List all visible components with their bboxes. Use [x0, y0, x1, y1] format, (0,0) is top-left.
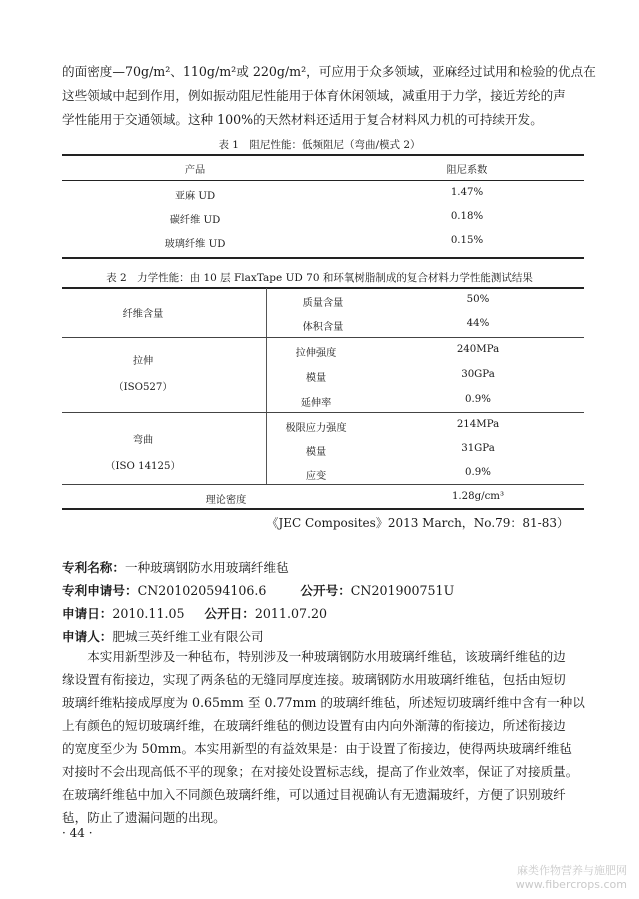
- table2-item: 拉伸强度: [295, 348, 337, 359]
- patent-applicant-line: [62, 626, 264, 645]
- table1-header-product: 产品: [184, 165, 206, 176]
- intro-line: 这些领域中起到作用，例如振动阻尼性能用于体育休闲领域，减重用于力学，接近芳纶的声: [62, 88, 566, 103]
- table2-group-standard: （ISO527）: [113, 382, 173, 393]
- watermark-line: 麻类作物营养与施肥网: [517, 864, 627, 877]
- table2-value: 214MPa: [456, 419, 500, 430]
- patent-number-line: [62, 580, 454, 599]
- table2-item: 模量: [305, 373, 327, 384]
- table1-cell: 0.15%: [450, 235, 484, 246]
- table2-value: 44%: [466, 318, 490, 329]
- intro-line: 学性能用于交通领域。这种 100%的天然材料还适用于复合材料风力机的可持续开发。: [62, 112, 543, 127]
- table2-top-rule: [62, 287, 584, 289]
- table2-group-name: 纤维含量: [122, 309, 164, 320]
- patent-applicant-value: 肥城三英纤维工业有限公司: [112, 629, 264, 644]
- intro-paragraph: [62, 60, 596, 132]
- table2-density-value: 1.28g/cm³: [451, 491, 505, 502]
- table1-top-rule: [62, 154, 584, 156]
- table1-cell: 1.47%: [450, 187, 484, 198]
- abstract-line: 缘设置有衔接边，实现了两条毡的无缝同厚度连接。玻璃钢防水用玻璃纤维毡，包括由短切: [62, 672, 566, 687]
- patent-publication-date-label: 公开日：: [204, 606, 255, 621]
- watermark-line: www.fibercrops.com: [515, 878, 627, 891]
- table2-group-rule: [62, 484, 584, 485]
- table1-cell: 0.18%: [450, 211, 484, 222]
- table2-value: 0.9%: [465, 394, 491, 405]
- abstract-line: 上有颜色的短切玻璃纤维，在玻璃纤维毡的侧边设置有由内向外渐薄的衔接边，所述衔接边: [62, 718, 566, 733]
- site-watermark: [516, 864, 627, 892]
- table2-caption: 表 2 力学性能：由 10 层 FlaxTape UD 70 和环氧树脂制成的复合材料力学性能测试结果: [106, 272, 533, 284]
- table2-item: 极限应力强度: [285, 423, 347, 434]
- table1-bottom-rule: [62, 257, 584, 259]
- abstract-line: 在玻璃纤维毡中加入不同颜色玻璃纤维，可以通过目视确认有无遗漏玻纤，方便了识别玻纤: [62, 787, 566, 802]
- abstract-line: 对接时不会出现高低不平的现象；在对接处设置标志线，提高了作业效率，保证了对接质量。: [62, 764, 579, 779]
- table2-item: 应变: [305, 471, 327, 482]
- patent-name-value: 一种玻璃钢防水用玻璃纤维毡: [124, 560, 289, 575]
- patent-application-date-label: 申请日：: [62, 606, 113, 621]
- abstract-line: 毡，防止了遗漏问题的出现。: [62, 810, 226, 825]
- patent-abstract: [62, 645, 584, 829]
- patent-publication-number-label: 公开号：: [300, 583, 351, 598]
- patent-application-date-value: 2010.11.05: [112, 606, 185, 621]
- patent-publication-date-value: 2011.07.20: [254, 606, 327, 621]
- abstract-line: 玻璃纤维粘接成厚度为 0.65mm 至 0.77mm 的玻璃纤维毡，所述短切玻璃纤维中含有一种以: [62, 695, 585, 710]
- table2-group-rule: [62, 412, 584, 413]
- table2-bottom-rule: [62, 508, 584, 510]
- table2-item: 模量: [305, 447, 327, 458]
- table2-value: 30GPa: [461, 369, 495, 380]
- table1-cell: 亚麻 UD: [174, 191, 216, 202]
- patent-date-line: [62, 603, 327, 622]
- table1-header-rule: [62, 180, 584, 181]
- table2-group-name: 拉伸: [132, 356, 154, 367]
- table2-group-name: 弯曲: [132, 435, 154, 446]
- intro-line: 的面密度—70g/m²、110g/m²或 220g/m²，可应用于众多领域，亚麻经过试用和检验的优点在: [62, 64, 596, 79]
- table2-value: 31GPa: [461, 443, 495, 454]
- patent-application-number-label: 专利申请号：: [62, 583, 138, 598]
- table2-group-standard: （ISO 14125）: [105, 461, 181, 472]
- table2-value: 240MPa: [456, 344, 500, 355]
- table2-value: 50%: [466, 294, 490, 305]
- table1-caption: 表 1 阻尼性能：低频阻尼（弯曲/模式 2）: [218, 139, 421, 151]
- table1-cell: 玻璃纤维 UD: [164, 239, 226, 250]
- patent-application-number-value: CN201020594106.6: [137, 583, 267, 598]
- abstract-line: 本实用新型涉及一种毡布，特别涉及一种玻璃钢防水用玻璃纤维毡，该玻璃纤维毡的边: [62, 649, 566, 664]
- source-reference: 《JEC Composites》2013 March，No.79：81-83）: [266, 516, 569, 530]
- abstract-line: 的宽度至少为 50mm。本实用新型的有益效果是：由于设置了衔接边，使得两块玻璃纤维毡: [62, 741, 572, 756]
- table2-density-label: 理论密度: [205, 495, 247, 506]
- table2-item: 质量含量: [302, 298, 344, 309]
- patent-applicant-label: 申请人：: [62, 629, 113, 644]
- table2-item: 体积含量: [302, 322, 344, 333]
- table2-item: 延伸率: [300, 398, 332, 409]
- page-number: · 44 ·: [62, 826, 93, 840]
- patent-name-line: [62, 557, 289, 576]
- table2-value: 0.9%: [465, 467, 491, 478]
- table1-cell: 碳纤维 UD: [169, 215, 221, 226]
- patent-publication-number-value: CN201900751U: [350, 583, 455, 598]
- table1-header-coefficient: 阻尼系数: [446, 165, 488, 176]
- table2-column-divider: [266, 288, 267, 484]
- patent-name-label: 专利名称：: [62, 560, 125, 575]
- table2-group-rule: [62, 337, 584, 338]
